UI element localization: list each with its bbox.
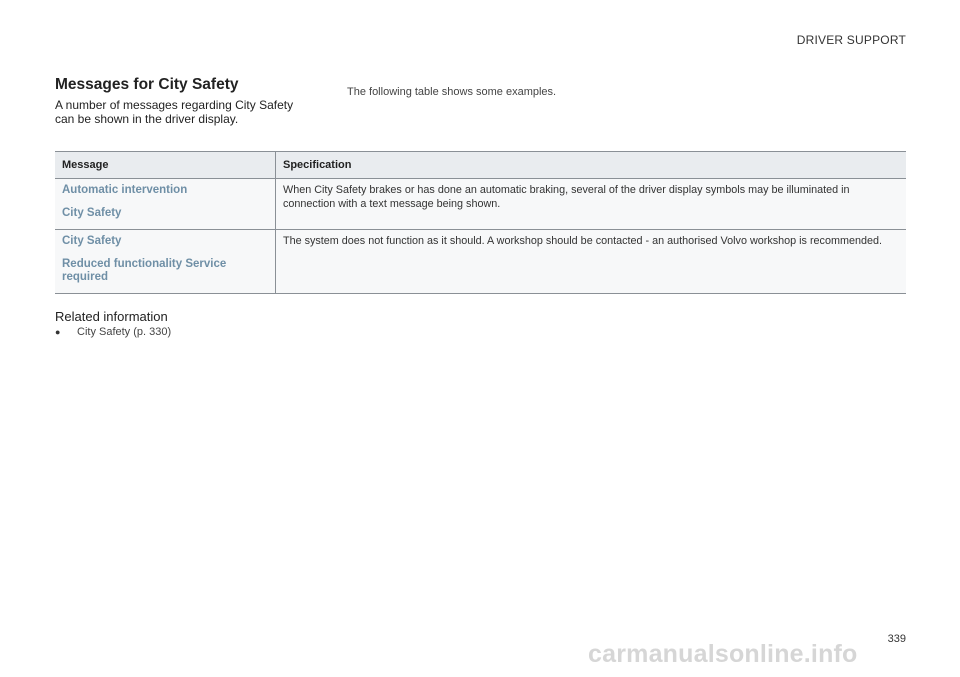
column-header-specification: Specification [276, 152, 907, 179]
bullet-icon: ● [55, 327, 61, 337]
watermark-text: carmanualsonline.info [588, 640, 858, 668]
table-row [55, 179, 906, 230]
message-cell [55, 179, 276, 230]
intro-text: A number of messages regarding City Safety can be shown in the driver display. [55, 98, 294, 126]
message-text: City Safety [62, 207, 122, 219]
message-text: Automatic intervention [62, 184, 188, 196]
related-information-heading: Related information [55, 309, 168, 324]
messages-table [55, 151, 906, 294]
specification-cell: The system does not function as it should. A workshop should be contacted - an authorised Volvo workshop is recommended. [276, 230, 907, 294]
column-header-message: Message [55, 152, 276, 179]
table-header-row [55, 152, 906, 179]
message-cell [55, 230, 276, 294]
section-header: DRIVER SUPPORT [796, 33, 906, 47]
specification-cell: When City Safety brakes or has done an automatic braking, several of the driver display symbols may be illuminated in connection with a text message being shown. [276, 179, 907, 230]
page-number: 339 [887, 633, 906, 645]
related-information-list [55, 326, 171, 339]
page-title: Messages for City Safety [55, 76, 239, 93]
related-link-text[interactable]: City Safety (p. 330) [77, 326, 172, 338]
related-link-item[interactable] [55, 326, 171, 339]
table-intro-text: The following table shows some examples. [347, 86, 557, 98]
message-text: City Safety [62, 235, 122, 247]
message-text: Reduced functionality Service required [62, 258, 227, 283]
table-row [55, 230, 906, 294]
